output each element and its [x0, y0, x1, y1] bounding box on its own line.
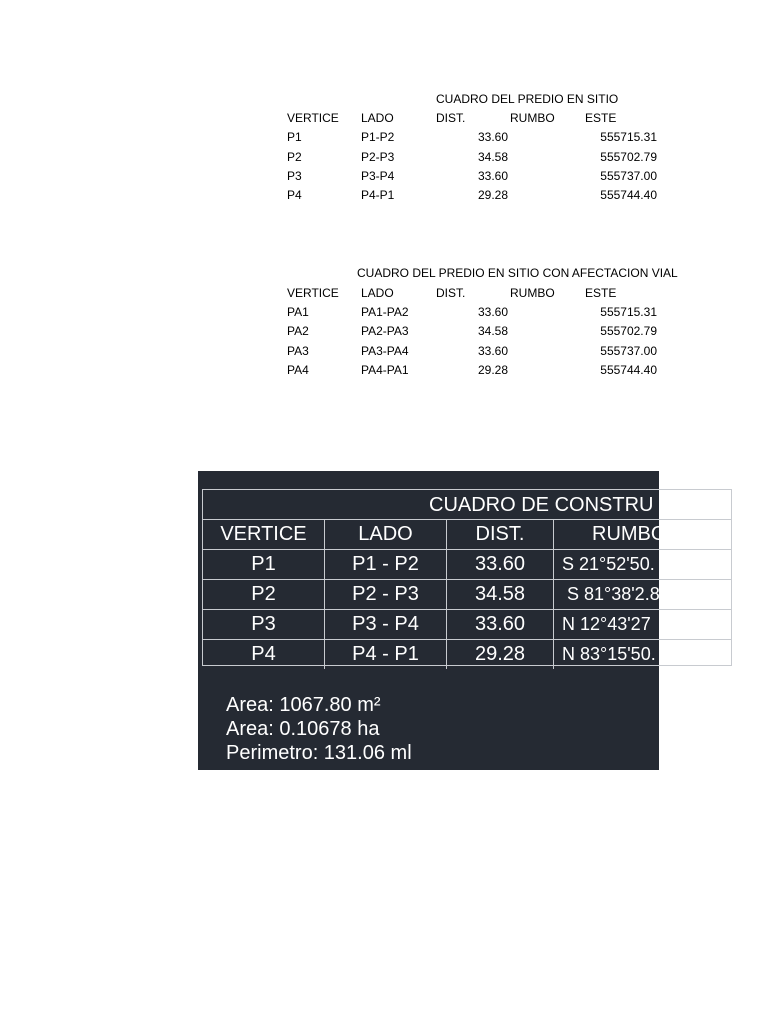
table-row	[203, 610, 731, 640]
cell-dist: 34.58	[477, 324, 508, 338]
cad-cell-rumbo: S 81°38'2.8	[567, 584, 660, 604]
cad-cell-dist: 34.58	[447, 580, 554, 609]
cell-este: 555715.31	[600, 130, 657, 144]
header-vertice: VERTICE	[287, 111, 339, 125]
cell-este: 555715.31	[600, 305, 657, 319]
cell-vertice: PA4	[287, 363, 309, 377]
cad-cell-vertice: P3	[203, 610, 325, 639]
cad-cell-rumbo: S 21°52'50.	[562, 554, 655, 574]
table-row	[203, 580, 731, 610]
cad-cell-dist: 29.28	[447, 640, 554, 669]
area-m2-text: Area: 1067.80 m²	[226, 694, 381, 716]
cad-header-lado: LADO	[325, 520, 447, 549]
header-este: ESTE	[585, 111, 617, 125]
cad-header-vertice: VERTICE	[203, 520, 325, 549]
cad-cell-rumbo: N 12°43'27	[562, 614, 651, 634]
cad-cell-lado: P1 - P2	[325, 550, 447, 579]
cad-cell-vertice: P2	[203, 580, 325, 609]
cell-dist: 34.58	[477, 150, 508, 164]
cell-este: 555737.00	[600, 344, 657, 358]
header-dist: DIST.	[436, 111, 466, 125]
cell-vertice: PA2	[287, 324, 309, 338]
cad-cell-lado: P4 - P1	[325, 640, 447, 669]
cell-vertice: P3	[287, 169, 302, 183]
cad-cell-rumbo: N 83°15'50.	[562, 644, 656, 664]
cad-cell-vertice: P4	[203, 640, 325, 669]
cad-cell-lado: P2 - P3	[325, 580, 447, 609]
cell-dist: 29.28	[477, 363, 508, 377]
cell-vertice: P2	[287, 150, 302, 164]
cell-lado: PA1-PA2	[361, 305, 409, 319]
cell-este: 555737.00	[600, 169, 657, 183]
cell-dist: 33.60	[477, 305, 508, 319]
cell-lado: P3-P4	[361, 169, 395, 183]
table-title: CUADRO DEL PREDIO EN SITIO CON AFECTACION VIAL	[357, 266, 678, 280]
cell-este: 555702.79	[600, 324, 657, 338]
cell-vertice: P1	[287, 130, 302, 144]
cell-este: 555744.40	[600, 363, 657, 377]
area-ha-text: Area: 0.10678 ha	[226, 718, 380, 740]
cell-lado: P1-P2	[361, 130, 395, 144]
table-title: CUADRO DEL PREDIO EN SITIO	[436, 92, 619, 106]
cad-cell-lado: P3 - P4	[325, 610, 447, 639]
cell-vertice: P4	[287, 188, 302, 202]
cell-dist: 33.60	[477, 344, 508, 358]
cell-dist: 29.28	[477, 188, 508, 202]
cad-table-title: CUADRO DE CONSTRU	[203, 490, 731, 520]
cad-cell-dist: 33.60	[447, 550, 554, 579]
cell-dist: 33.60	[477, 130, 508, 144]
cad-cell-vertice: P1	[203, 550, 325, 579]
cell-dist: 33.60	[477, 169, 508, 183]
cad-cell-dist: 33.60	[447, 610, 554, 639]
cell-este: 555702.79	[600, 150, 657, 164]
table-row	[203, 640, 731, 670]
cell-lado: PA3-PA4	[361, 344, 409, 358]
cell-lado: P4-P1	[361, 188, 395, 202]
header-rumbo: RUMBO	[510, 111, 555, 125]
cad-header-row	[203, 520, 731, 550]
header-vertice: VERTICE	[287, 286, 339, 300]
cell-vertice: PA1	[287, 305, 309, 319]
cell-lado: PA2-PA3	[361, 324, 409, 338]
cad-header-rumbo: RUMBO	[592, 523, 667, 545]
cell-vertice: PA3	[287, 344, 309, 358]
header-rumbo: RUMBO	[510, 286, 555, 300]
cell-lado: PA4-PA1	[361, 363, 409, 377]
cad-construction-table-image	[198, 471, 667, 770]
cad-table	[202, 489, 732, 666]
header-este: ESTE	[585, 286, 617, 300]
cell-este: 555744.40	[600, 188, 657, 202]
header-lado: LADO	[361, 111, 394, 125]
header-dist: DIST.	[436, 286, 466, 300]
perimetro-text: Perimetro: 131.06 ml	[226, 742, 412, 764]
header-lado: LADO	[361, 286, 394, 300]
cad-header-dist: DIST.	[447, 520, 554, 549]
table-row	[203, 550, 731, 580]
cell-lado: P2-P3	[361, 150, 395, 164]
